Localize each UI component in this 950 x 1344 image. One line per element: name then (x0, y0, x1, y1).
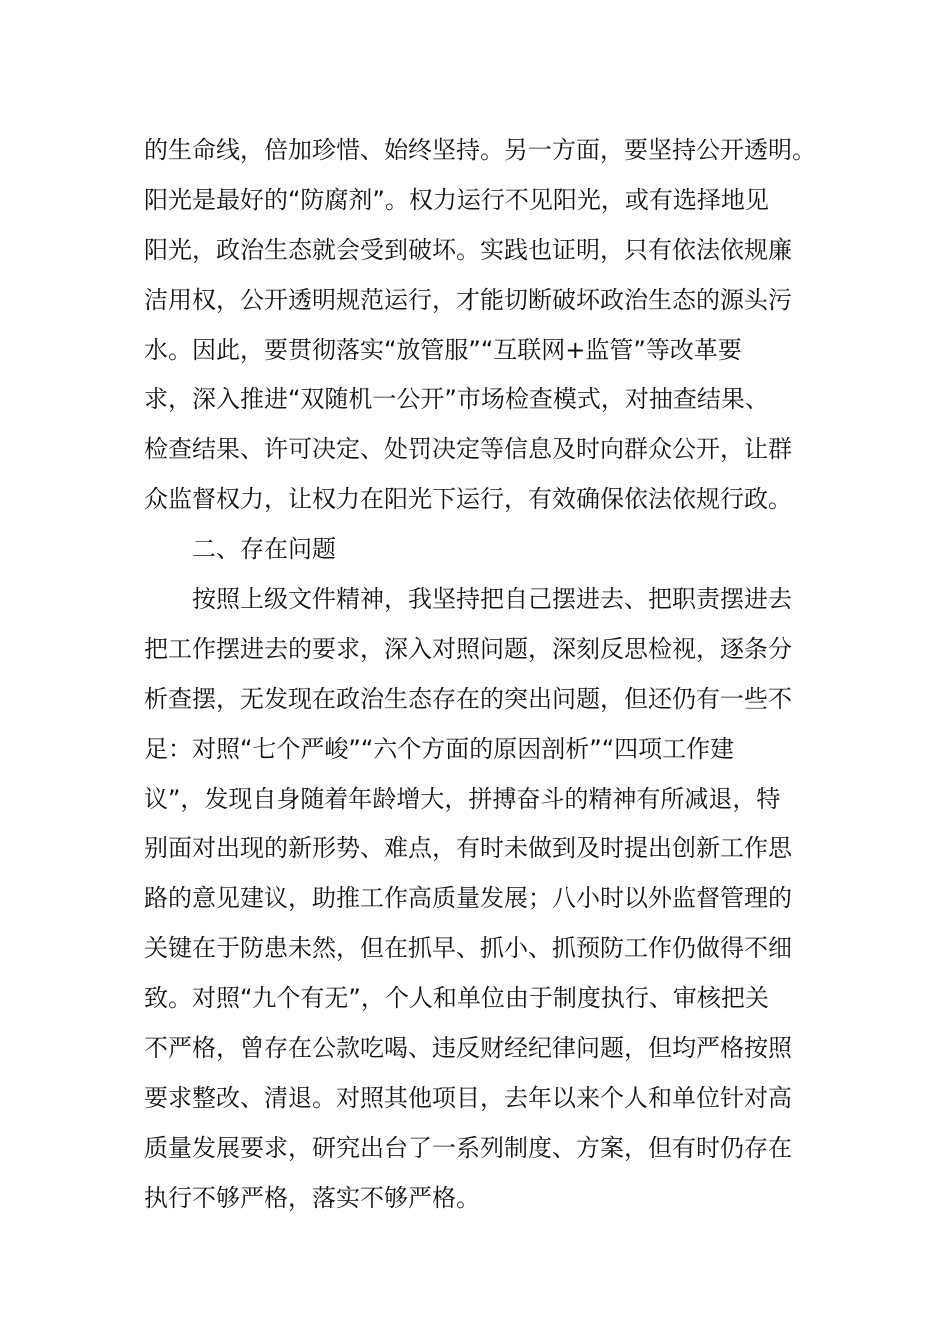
text-line: 的生命线，倍加珍惜、始终坚持。另一方面，要坚持公开透明。 (144, 136, 816, 164)
text-line: 众监督权力，让权力在阳光下运行，有效确保依法依规行政。 (144, 485, 792, 514)
text-line: 析查摆，无发现在政治生态存在的突出问题，但还仍有一些不 (144, 684, 792, 713)
text-line: 求，深入推进“双随机一公开”市场检查模式，对抽查结果、 (144, 385, 769, 414)
text-line: 把工作摆进去的要求，深入对照问题，深刻反思检视，逐条分 (144, 634, 792, 663)
text-line: 要求整改、清退。对照其他项目，去年以来个人和单位针对高 (144, 1083, 792, 1112)
document-body (144, 126, 824, 1224)
text-line: 足：对照“七个严峻”“六个方面的原因剖析”“四项工作建 (144, 734, 735, 763)
text-line: 洁用权，公开透明规范运行，才能切断破坏政治生态的源头污 (144, 285, 792, 314)
text-line: 议”，发现自身随着年龄增大，拼搏奋斗的精神有所减退，特 (144, 784, 781, 813)
text-line: 关键在于防患未然，但在抓早、抓小、抓预防工作仍做得不细 (144, 934, 792, 963)
text-line: 执行不够严格，落实不够严格。 (144, 1183, 480, 1212)
text-line: 质量发展要求，研究出台了一系列制度、方案，但有时仍存在 (144, 1133, 792, 1162)
text-line: 致。对照“九个有无”，个人和单位由于制度执行、审核把关 (144, 984, 769, 1013)
text-line: 路的意见建议，助推工作高质量发展；八小时以外监督管理的 (144, 884, 792, 913)
text-line: 阳光是最好的“防腐剂”。权力运行不见阳光，或有选择地见 (144, 185, 769, 214)
section-heading: 二、存在问题 (192, 535, 336, 564)
text-line: 不严格，曾存在公款吃喝、违反财经纪律问题，但均严格按照 (144, 1034, 792, 1063)
text-line: 阳光，政治生态就会受到破坏。实践也证明，只有依法依规廉 (144, 235, 792, 264)
text-line: 检查结果、许可决定、处罚决定等信息及时向群众公开，让群 (144, 435, 792, 464)
text-line: 别面对出现的新形势、难点，有时未做到及时提出创新工作思 (144, 834, 792, 863)
text-line: 水。因此，要贯彻落实“放管服”“互联网+监管”等改革要 (144, 335, 742, 364)
text-line: 按照上级文件精神，我坚持把自己摆进去、把职责摆进去 (192, 585, 792, 614)
